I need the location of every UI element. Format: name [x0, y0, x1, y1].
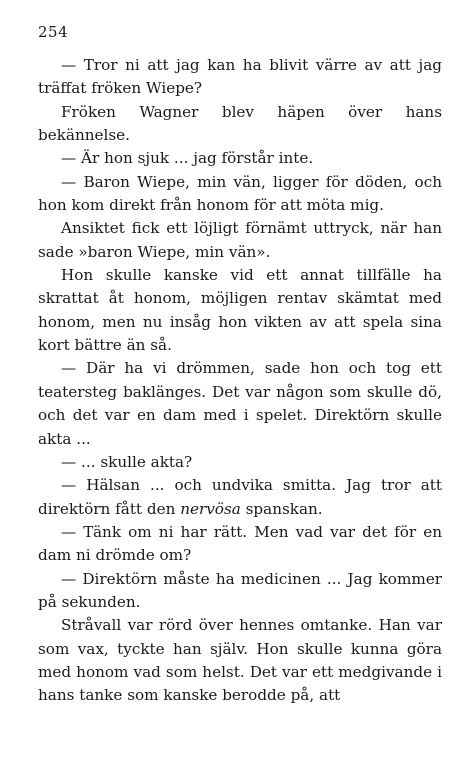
- paragraph-5: Ansiktet fick ett löjligt förnämt uttryck, när han sade »baron Wiepe, min vän».: [38, 219, 442, 261]
- paragraph-8: — ... skulle akta?: [61, 452, 193, 471]
- paragraph-1: — Tror ni att jag kan ha blivit värre av att jag träffat fröken Wiepe?: [38, 56, 442, 98]
- paragraph-11: — Direktörn måste ha medicinen ... Jag kommer på sekunden.: [38, 569, 442, 611]
- paragraph-10: — Tänk om ni har rätt. Men vad var det för en dam ni drömde om?: [38, 522, 442, 565]
- paragraph-9-text-before: — Hälsan ... och undvika smitta. Jag tror att direktörn fått den: [38, 476, 442, 518]
- paragraph-2: Fröken Wagner blev häpen över hans bekännelse.: [38, 102, 442, 145]
- page-text: [38, 54, 442, 708]
- book-page: [38, 22, 442, 708]
- paragraph-7: — Där ha vi drömmen, sade hon och tog ett teatersteg baklänges. Det var någon som skulle dö, och det var en dam med i spelet. Direktörn skulle akta ...: [38, 359, 442, 448]
- page-number: 254: [38, 23, 69, 41]
- paragraph-9: [38, 474, 442, 521]
- emphasized-word: nervösa: [180, 499, 241, 518]
- paragraph-4: — Baron Wiepe, min vän, ligger för döden, och hon kom direkt från honom för att möta mig.: [38, 172, 442, 215]
- paragraph-12: Stråvall var rörd över hennes omtanke. Han var som vax, tyckte han själv. Hon skulle kunna göra med honom vad som helst. Det var ett medgivande i hans tanke som kanske berodde på, att: [38, 616, 442, 705]
- paragraph-6: Hon skulle kanske vid ett annat tillfälle ha skrattat åt honom, möjligen rentav skämtat med honom, men nu insåg hon vikten av att spela sina kort bättre än så.: [38, 266, 442, 355]
- paragraph-9-text-after: spanskan.: [240, 499, 323, 518]
- paragraph-3: — Är hon sjuk ... jag förstår inte.: [61, 149, 314, 168]
